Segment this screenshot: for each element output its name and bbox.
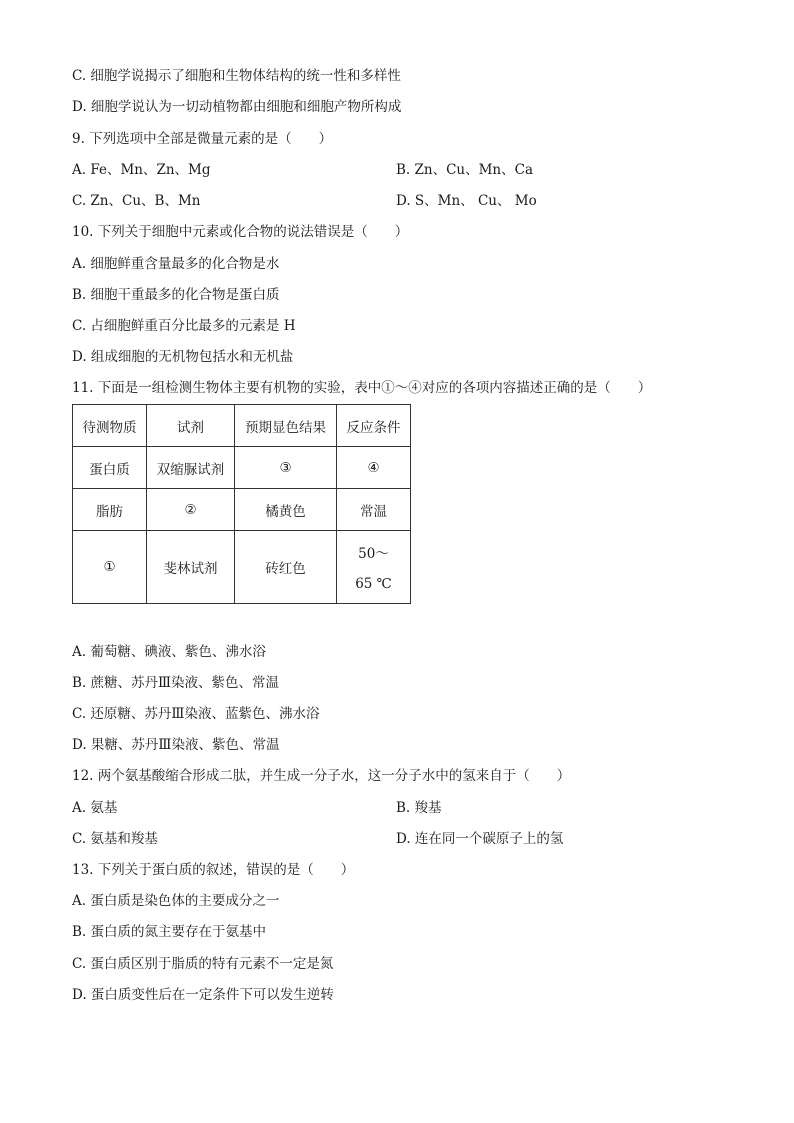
q10-option-b: B. 细胞干重最多的化合物是蛋白质: [72, 287, 280, 303]
q9-option-a: A. Fe、Mn、Zn、Mg: [72, 162, 211, 178]
q13-option-c: C. 蛋白质区别于脂质的特有元素不一定是氮: [72, 956, 334, 972]
condition-line-1: 50～: [358, 546, 389, 562]
q11-option-a: A. 葡萄糖、碘液、紫色、沸水浴: [72, 644, 266, 660]
table-row: [73, 489, 411, 531]
q13-option-d: D. 蛋白质变性后在一定条件下可以发生逆转: [72, 987, 334, 1003]
q10-stem: 10. 下列关于细胞中元素或化合物的说法错误是（ ）: [72, 224, 409, 240]
table-cell: ③: [235, 447, 337, 489]
table-cell: ②: [147, 489, 235, 531]
q11-option-d: D. 果糖、苏丹Ⅲ染液、紫色、常温: [72, 737, 280, 753]
table-cell-condition: [337, 531, 411, 604]
q13-stem: 13. 下列关于蛋白质的叙述，错误的是（ ）: [72, 862, 355, 878]
table-row: [73, 531, 411, 604]
table-cell: 蛋白质: [73, 447, 147, 489]
table-cell: 斐林试剂: [147, 531, 235, 604]
q11-option-c: C. 还原糖、苏丹Ⅲ染液、蓝紫色、沸水浴: [72, 706, 320, 722]
q9-option-b: B. Zn、Cu、Mn、Ca: [396, 162, 533, 178]
table-row: [73, 447, 411, 489]
q12-stem: 12. 两个氨基酸缩合形成二肽，并生成一分子水，这一分子水中的氢来自于（ ）: [72, 768, 571, 784]
table-cell: 常温: [337, 489, 411, 531]
table-cell: 橘黄色: [235, 489, 337, 531]
table-header-cell: 反应条件: [337, 405, 411, 447]
table-header-cell: 预期显色结果: [235, 405, 337, 447]
option-d-line: D. 细胞学说认为一切动植物都由细胞和细胞产物所构成: [72, 99, 402, 115]
q10-option-a: A. 细胞鲜重含量最多的化合物是水: [72, 256, 280, 272]
table-cell: ①: [73, 531, 147, 604]
q9-option-c: C. Zn、Cu、B、Mn: [72, 193, 201, 209]
q12-option-d: D. 连在同一个碳原子上的氢: [396, 831, 564, 847]
q13-option-b: B. 蛋白质的氮主要存在于氨基中: [72, 924, 267, 940]
table-header-row: [73, 405, 411, 447]
condition-stack: [337, 542, 410, 592]
experiment-table: [72, 404, 411, 604]
q11-stem: 11. 下面是一组检测生物体主要有机物的实验，表中①～④对应的各项内容描述正确的是（ ）: [72, 380, 652, 396]
condition-line-2: 65 ℃: [355, 576, 392, 592]
q13-option-a: A. 蛋白质是染色体的主要成分之一: [72, 893, 280, 909]
q11-option-b: B. 蔗糖、苏丹Ⅲ染液、紫色、常温: [72, 675, 280, 691]
q9-stem: 9. 下列选项中全部是微量元素的是（ ）: [72, 131, 333, 147]
table-cell: 脂肪: [73, 489, 147, 531]
q12-option-a: A. 氨基: [72, 800, 118, 816]
q9-option-d: D. S、Mn、 Cu、 Mo: [396, 193, 537, 209]
q10-option-c: C. 占细胞鲜重百分比最多的元素是 H: [72, 318, 296, 334]
table-cell: 双缩脲试剂: [147, 447, 235, 489]
q12-option-c: C. 氨基和羧基: [72, 831, 158, 847]
option-c-line: C. 细胞学说揭示了细胞和生物体结构的统一性和多样性: [72, 68, 401, 84]
table-cell: ④: [337, 447, 411, 489]
q12-option-b: B. 羧基: [396, 800, 442, 816]
table-header-cell: 试剂: [147, 405, 235, 447]
q10-option-d: D. 组成细胞的无机物包括水和无机盐: [72, 349, 294, 365]
table-cell: 砖红色: [235, 531, 337, 604]
table-header-cell: 待测物质: [73, 405, 147, 447]
